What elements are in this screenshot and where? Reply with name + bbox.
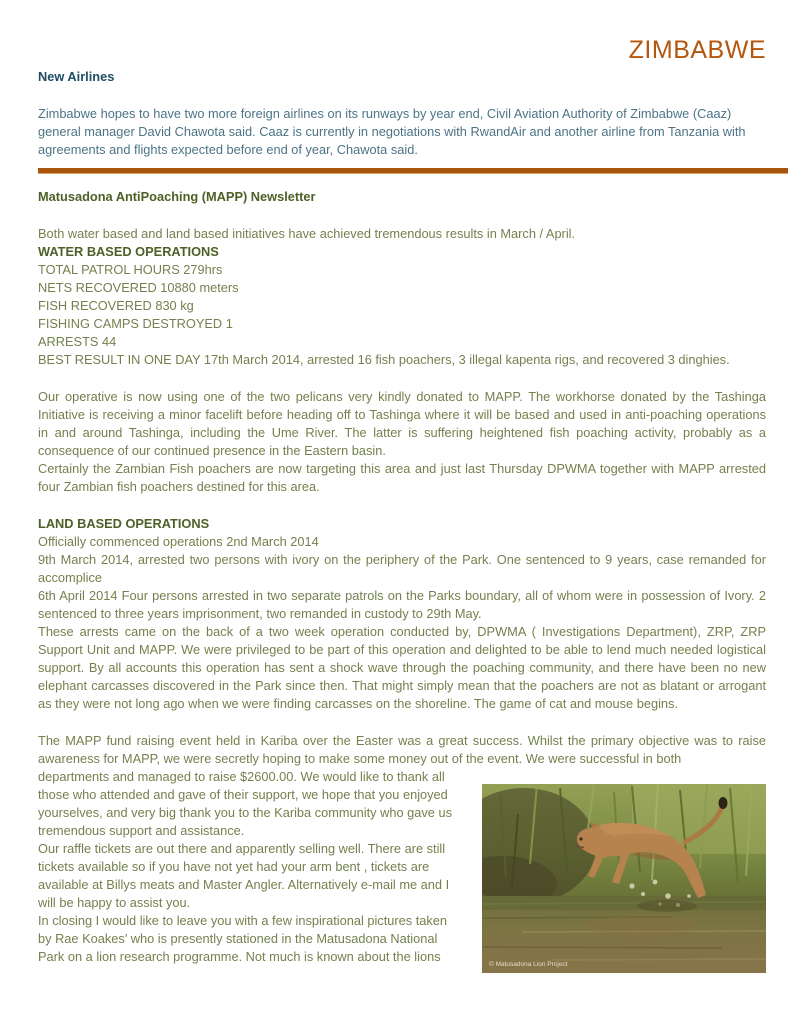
stat-fishing-camps-destroyed: FISHING CAMPS DESTROYED 1 bbox=[38, 316, 233, 331]
raffle-tickets-paragraph: Our raffle tickets are out there and apparently selling well. There are still tickets available so if you have not yet had your arm bent , tickets are available at Billys meats and Master Angler. Alternatively e-mail me and I will be happy to assist you. bbox=[38, 841, 450, 910]
new-airlines-heading: New Airlines bbox=[38, 69, 115, 84]
land-ops-line-april-arrests: 6th April 2014 Four persons arrested in two separate patrols on the Parks boundary, all of whom were in possession of Ivory. 2 sentenced to three years imprisonment, two remanded in custody to 29th May. bbox=[38, 588, 766, 621]
lion-photo-figure bbox=[482, 784, 766, 973]
stat-nets-recovered: NETS RECOVERED 10880 meters bbox=[38, 280, 239, 295]
zambian-poachers-paragraph: Certainly the Zambian Fish poachers are now targeting this area and just last Thursday DPWMA together with MAPP arrested four Zambian fish poachers destined for this area. bbox=[38, 461, 766, 494]
land-ops-line-operation-summary: These arrests came on the back of a two week operation conducted by, DPWMA ( Investigations Department), ZRP, ZRP Support Unit and MAPP. We were privileged to be part of this operation and delighted to be able to lend much needed logistical support. By all accounts this operation has sent a shock wave through the poaching community, and there have been no new elephant carcasses discovered in the Park since then. That might simply mean that the poachers are not as blatant or arrogant as they were not long ago when we were finding carcasses on the shoreline. The game of cat and mouse begins. bbox=[38, 624, 766, 711]
land-based-operations-section bbox=[38, 515, 766, 713]
mapp-newsletter-heading: Matusadona AntiPoaching (MAPP) Newsletter bbox=[38, 189, 316, 204]
land-ops-line-commenced: Officially commenced operations 2nd March 2014 bbox=[38, 534, 319, 549]
new-airlines-paragraph: Zimbabwe hopes to have two more foreign airlines on its runways by year end, Civil Aviation Authority of Zimbabwe (Caaz) general manager David Chawota said. Caaz is currently in negotiations with RwandAir and another airline from Tanzania with agreements and flights expected before end of year, Chawota said. bbox=[38, 106, 746, 157]
spacer bbox=[38, 86, 766, 105]
lion-leap-photo bbox=[482, 784, 766, 973]
section-divider-rule bbox=[38, 168, 788, 174]
newsletter-intro-paragraph: Both water based and land based initiatives have achieved tremendous results in March / April. bbox=[38, 226, 576, 241]
page-title: ZIMBABWE bbox=[628, 36, 766, 64]
photo-watermark: © Matusadona Lion Project bbox=[489, 961, 568, 968]
closing-paragraph: In closing I would like to leave you with a few inspirational pictures taken by Rae Koakes’ who is presently stationed in the Matusadona National Park on a lion research programme. Not much is known about the lions bbox=[38, 913, 448, 964]
fundraising-text-column bbox=[38, 768, 462, 973]
pelican-paragraph: Our operative is now using one of the two pelicans very kindly donated to MAPP. The workhorse donated by the Tashinga Initiative is receiving a minor facelift before heading off to Tashinga where it will be based and used in anti-poaching operations in and around Tashinga, including the Ume River. The latter is suffering heightened fish poaching activity, probably as a consequence of our continued presence in the Eastern basin. bbox=[38, 389, 766, 458]
fundraising-intro-paragraph: The MAPP fund raising event held in Kariba over the Easter was a great success. Whilst the primary objective was to raise awareness for MAPP, we were secretly hoping to make some money out of the event. We were successful in both bbox=[38, 733, 766, 766]
stat-best-result: BEST RESULT IN ONE DAY 17th March 2014, arrested 16 fish poachers, 3 illegal kapenta rigs, and recovered 3 dinghies. bbox=[38, 352, 730, 367]
stat-arrests: ARRESTS 44 bbox=[38, 334, 117, 349]
fundraising-continued-paragraph: departments and managed to raise $2600.00. We would like to thank all those who attended and gave of their support, we hope that you enjoyed yourselves, and very big thank you to the Kariba community who gave us tremendous support and assistance. bbox=[38, 769, 452, 838]
land-based-operations-heading: LAND BASED OPERATIONS bbox=[38, 516, 210, 531]
water-based-operations-heading: WATER BASED OPERATIONS bbox=[38, 244, 219, 259]
pelican-operations-section bbox=[38, 388, 766, 496]
stat-total-patrol-hours: TOTAL PATROL HOURS 279hrs bbox=[38, 262, 223, 277]
fundraising-and-photo-row bbox=[38, 768, 766, 973]
land-ops-line-march-arrests: 9th March 2014, arrested two persons with ivory on the periphery of the Park. One sentenced to 9 years, case remanded for accomplice bbox=[38, 552, 766, 585]
water-based-operations-section bbox=[38, 243, 766, 369]
stat-fish-recovered: FISH RECOVERED 830 kg bbox=[38, 298, 194, 313]
